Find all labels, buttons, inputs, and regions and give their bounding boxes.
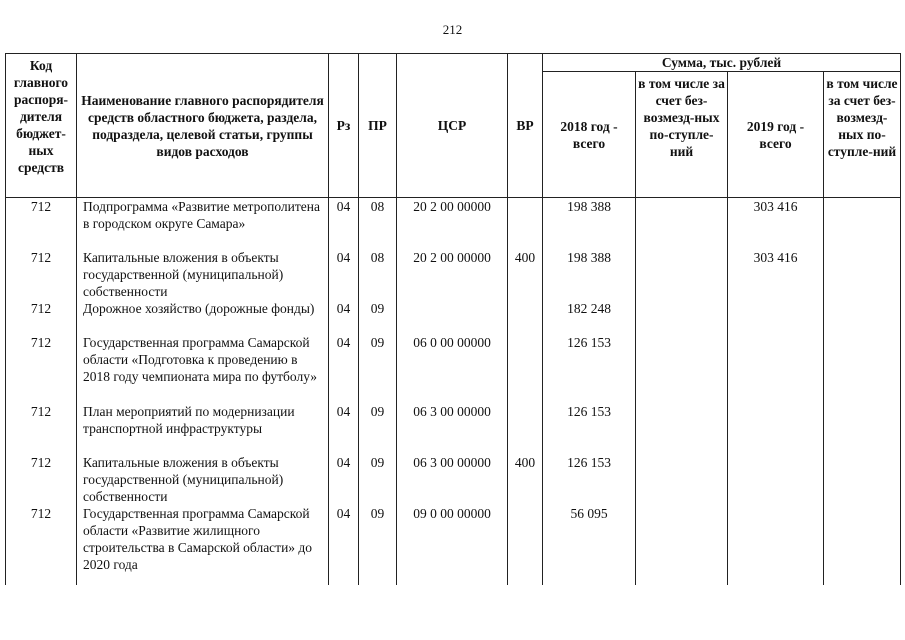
- cell-2019-grants: [824, 198, 901, 250]
- cell-pr: 09: [359, 454, 397, 505]
- header-rz: Рз: [329, 54, 359, 198]
- cell-name: Государственная программа Самарской области «Развитие жилищного строительства в Самарской области» до 2020 года: [77, 505, 329, 585]
- cell-2018-total: 182 248: [543, 300, 636, 334]
- cell-vr: [508, 300, 543, 334]
- cell-csr: 20 2 00 00000: [397, 249, 508, 300]
- cell-2019-grants: [824, 334, 901, 403]
- cell-csr: 09 0 00 00000: [397, 505, 508, 585]
- cell-2019-total: 303 416: [728, 249, 824, 300]
- cell-2018-total: 198 388: [543, 198, 636, 250]
- cell-2018-total: 126 153: [543, 403, 636, 454]
- cell-csr: [397, 300, 508, 334]
- budget-table: [5, 53, 901, 585]
- cell-name: План мероприятий по модернизации транспортной инфраструктуры: [77, 403, 329, 454]
- cell-2018-grants: [636, 403, 728, 454]
- table-row: [6, 300, 901, 334]
- table-row: [6, 403, 901, 454]
- cell-code: 712: [6, 198, 77, 250]
- cell-2019-grants: [824, 300, 901, 334]
- cell-name: Государственная программа Самарской области «Подготовка к проведению в 2018 году чемпионата мира по футболу»: [77, 334, 329, 403]
- cell-pr: 08: [359, 249, 397, 300]
- cell-rz: 04: [329, 403, 359, 454]
- cell-2019-grants: [824, 505, 901, 585]
- cell-rz: 04: [329, 300, 359, 334]
- header-2019-grants: в том числе за счет без-возмезд-ных по-ступле-ний: [824, 72, 901, 198]
- header-2019-total: 2019 год - всего: [728, 72, 824, 198]
- cell-2019-total: [728, 300, 824, 334]
- cell-code: 712: [6, 505, 77, 585]
- cell-name: Дорожное хозяйство (дорожные фонды): [77, 300, 329, 334]
- cell-csr: 06 3 00 00000: [397, 454, 508, 505]
- cell-rz: 04: [329, 505, 359, 585]
- header-vr: ВР: [508, 54, 543, 198]
- table-row: [6, 198, 901, 250]
- cell-pr: 09: [359, 334, 397, 403]
- cell-vr: [508, 403, 543, 454]
- cell-2019-total: [728, 505, 824, 585]
- cell-2018-grants: [636, 454, 728, 505]
- cell-2018-total: 198 388: [543, 249, 636, 300]
- cell-2019-total: 303 416: [728, 198, 824, 250]
- cell-code: 712: [6, 403, 77, 454]
- cell-code: 712: [6, 249, 77, 300]
- cell-2018-total: 126 153: [543, 334, 636, 403]
- page-number: 212: [442, 22, 463, 37]
- cell-2018-total: 56 095: [543, 505, 636, 585]
- cell-2019-total: [728, 454, 824, 505]
- cell-2018-grants: [636, 334, 728, 403]
- cell-2018-grants: [636, 300, 728, 334]
- cell-pr: 08: [359, 198, 397, 250]
- cell-vr: 400: [508, 249, 543, 300]
- cell-pr: 09: [359, 300, 397, 334]
- table-row: [6, 454, 901, 505]
- cell-code: 712: [6, 454, 77, 505]
- cell-2019-total: [728, 334, 824, 403]
- cell-2018-total: 126 153: [543, 454, 636, 505]
- table-row: [6, 249, 901, 300]
- header-pr: ПР: [359, 54, 397, 198]
- header-csr: ЦСР: [397, 54, 508, 198]
- cell-code: 712: [6, 334, 77, 403]
- cell-vr: 400: [508, 454, 543, 505]
- table-row: [6, 505, 901, 585]
- cell-rz: 04: [329, 249, 359, 300]
- header-name: Наименование главного распорядителя средств областного бюджета, раздела, подраздела, целевой статьи, группы видов расходов: [77, 54, 329, 198]
- cell-2018-grants: [636, 198, 728, 250]
- header-2018-grants: в том числе за счет без-возмезд-ных по-ступле-ний: [636, 72, 728, 198]
- cell-name: Капитальные вложения в объекты государственной (муниципальной) собственности: [77, 249, 329, 300]
- cell-pr: 09: [359, 505, 397, 585]
- cell-csr: 06 0 00 00000: [397, 334, 508, 403]
- cell-pr: 09: [359, 403, 397, 454]
- cell-vr: [508, 505, 543, 585]
- header-2018-total: 2018 год - всего: [543, 72, 636, 198]
- cell-2018-grants: [636, 249, 728, 300]
- cell-2019-total: [728, 403, 824, 454]
- cell-rz: 04: [329, 454, 359, 505]
- cell-vr: [508, 198, 543, 250]
- cell-2019-grants: [824, 249, 901, 300]
- header-sum-group: Сумма, тыс. рублей: [543, 54, 901, 72]
- cell-name: Капитальные вложения в объекты государственной (муниципальной) собственности: [77, 454, 329, 505]
- cell-vr: [508, 334, 543, 403]
- cell-2019-grants: [824, 403, 901, 454]
- cell-2019-grants: [824, 454, 901, 505]
- header-code: Код главного распоря-дителя бюджет-ных средств: [6, 54, 77, 198]
- cell-name: Подпрограмма «Развитие метрополитена в городском округе Самара»: [77, 198, 329, 250]
- cell-rz: 04: [329, 334, 359, 403]
- cell-code: 712: [6, 300, 77, 334]
- cell-csr: 20 2 00 00000: [397, 198, 508, 250]
- cell-2018-grants: [636, 505, 728, 585]
- cell-csr: 06 3 00 00000: [397, 403, 508, 454]
- table-row: [6, 334, 901, 403]
- cell-rz: 04: [329, 198, 359, 250]
